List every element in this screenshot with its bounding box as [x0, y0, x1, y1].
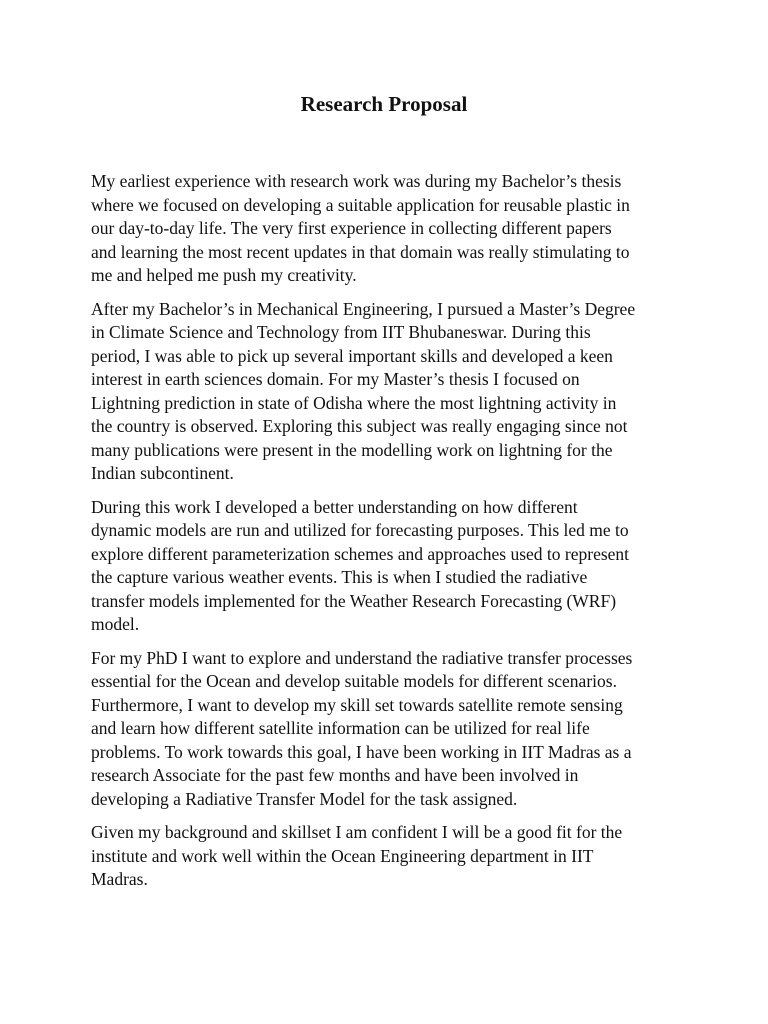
text-line: many publications were present in the modelling work on lightning for the: [91, 439, 613, 460]
text-line: transfer models implemented for the Weather Research Forecasting (WRF): [91, 590, 617, 611]
document-body: [91, 170, 691, 902]
text-line: period, I was able to pick up several important skills and developed a keen: [91, 345, 613, 366]
text-line: After my Bachelor’s in Mechanical Engineering, I pursued a Master’s Degree: [91, 298, 636, 319]
text-line: Lightning prediction in state of Odisha where the most lightning activity in: [91, 392, 617, 413]
page-title: Research Proposal: [300, 92, 468, 116]
text-line: model.: [91, 614, 140, 634]
text-line: and learn how different satellite information can be utilized for real life: [91, 718, 590, 738]
text-line: the country is observed. Exploring this subject was really engaging since not: [91, 416, 628, 436]
paragraph-3: [91, 496, 691, 637]
text-line: institute and work well within the Ocean Engineering department in IIT: [91, 845, 594, 866]
text-line: Furthermore, I want to develop my skill set towards satellite remote sensing: [91, 694, 623, 715]
text-line: and learning the most recent updates in that domain was really stimulating to: [91, 241, 630, 262]
text-line: the capture various weather events. This is when I studied the radiative: [91, 567, 588, 587]
paragraph-2: [91, 298, 691, 486]
text-line: My earliest experience with research work was during my Bachelor’s thesis: [91, 171, 622, 191]
paragraph-1: [91, 170, 691, 288]
text-line: dynamic models are run and utilized for forecasting purposes. This led me to: [91, 520, 629, 540]
text-line: Madras.: [91, 869, 148, 889]
text-line: Given my background and skillset I am confident I will be a good fit for the: [91, 822, 623, 842]
text-line: Indian subcontinent.: [91, 463, 234, 483]
text-line: problems. To work towards this goal, I have been working in IIT Madras as a: [91, 741, 632, 762]
text-line: interest in earth sciences domain. For my Master’s thesis I focused on: [91, 369, 580, 389]
text-line: developing a Radiative Transfer Model for the task assigned.: [91, 788, 518, 809]
paragraph-4: [91, 647, 691, 812]
text-line: essential for the Ocean and develop suitable models for different scenarios.: [91, 671, 617, 691]
text-line: For my PhD I want to explore and understand the radiative transfer processes: [91, 647, 633, 668]
text-line: our day-to-day life. The very first experience in collecting different papers: [91, 218, 612, 238]
text-line: research Associate for the past few months and have been involved in: [91, 765, 579, 785]
text-line: During this work I developed a better understanding on how different: [91, 496, 578, 517]
text-line: in Climate Science and Technology from IIT Bhubaneswar. During this: [91, 322, 591, 342]
text-line: where we focused on developing a suitable application for reusable plastic in: [91, 194, 630, 215]
text-line: explore different parameterization schemes and approaches used to represent: [91, 543, 630, 564]
paragraph-5: [91, 821, 691, 892]
text-line: me and helped me push my creativity.: [91, 265, 357, 285]
